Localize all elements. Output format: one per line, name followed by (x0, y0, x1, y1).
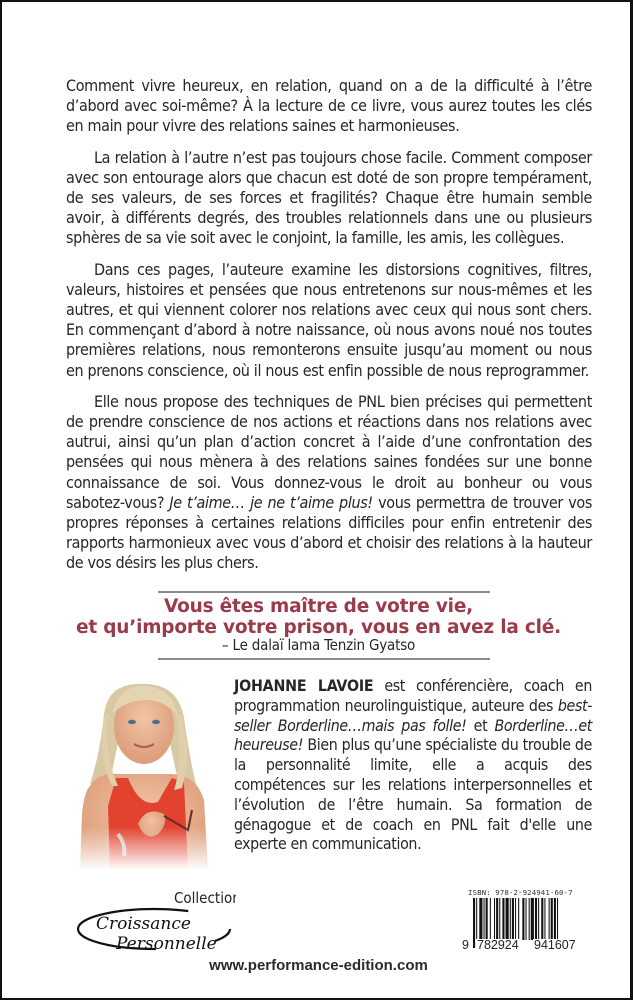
barcode-digits-group-1: 782924 (477, 938, 519, 952)
quote-attribution: – Le dalaï lama Tenzin Gyatso (221, 636, 416, 654)
collection-logo-graphic (66, 887, 236, 957)
author-portrait-illustration (68, 674, 218, 870)
barcode-bar (506, 898, 509, 940)
barcode-bar (529, 898, 530, 940)
synopsis-paragraph-4: Elle nous propose des techniques de PNL bien précises qui permettent de prendre conscience de nos actions et réactions dans nos relations avec autrui, ainsi qu’un plan d’action concret à l’aide d’une confrontation des pensées qui nous mènera à des relations saines fondées sur une bonne connaissance de soi. Vous donnez-vous le droit au bonheur ou vous sabotez-vous? Je t’aime… je ne t’aime plus! vous permettra de trouver vos propres réponses à certaines relations difficiles pour enfin entretenir des rapports harmonieux avec vous d’abord et choisir des relations à la hauteur de vos désirs les plus chers. (66, 391, 592, 573)
collection-name-line-1: Croissance (96, 914, 191, 934)
author-biography: JOHANNE LAVOIE est conférencière, coach en programmation neurolinguistique, auteure des best-seller Borderline…mais pas folle! et Borderline…et heureuse! Bien plus qu’une spécialiste du trouble de la personnalité limite, elle a acquis des compétences sur les relations interpersonnelles et l’évolution de l’être humain. Sa formation de génagogue et de coach en PNL fait d'elle une experte en communication. (234, 676, 592, 854)
quote-divider-top (158, 591, 490, 593)
isbn-label: ISBN: 978-2-924941-60-7 (468, 888, 573, 897)
barcode-bar (535, 898, 537, 940)
barcode-bar (512, 898, 514, 940)
publisher-website[interactable]: www.performance-edition.com (209, 957, 428, 974)
book-title-reference-1: best-seller Borderline…mais pas folle! (234, 695, 592, 735)
epigraph-quote (42, 596, 595, 638)
barcode-bar (526, 898, 527, 940)
barcode-digits-group-2: 941607 (534, 938, 576, 952)
quote-line-2: et qu’importe votre prison, vous en avez la clé. (76, 617, 561, 638)
barcode-bar (538, 898, 539, 940)
barcode-bar (494, 898, 495, 940)
barcode-bar (484, 898, 485, 940)
barcode-bar (499, 898, 500, 940)
synopsis-paragraph-1: Comment vivre heureux, en relation, quand on a de la difficulté à l’être d’abord avec soi-même? À la lecture de ce livre, vous aurez toutes les clés en main pour vivre des relations saines et harmonieuses. (66, 76, 592, 136)
collection-logo (66, 887, 236, 957)
synopsis (66, 76, 592, 585)
synopsis-paragraph-3: Dans ces pages, l’auteure examine les distorsions cognitives, filtres, valeurs, histoires et pensées que nous entretenons sur nous-mêmes et les autres, et qui viennent colorer nos relations avec ceux qui nous sont chers. En commençant d’abord à notre naissance, où nous avons noué nos toutes premières relations, nous remonterons ensuite jusqu’au moment ou nous en prenons conscience, où il nous est enfin possible de nous reprogrammer. (66, 259, 592, 380)
collection-name-line-2: Personnelle (116, 934, 217, 954)
synopsis-paragraph-2: La relation à l’autre n’est pas toujours chose facile. Comment composer avec son entourage alors que chacun est doté de son propre tempérament, de ses valeurs, de ses forces et fragilités? Chaque être humain semble avoir, à différents degrés, des troubles relationnels dans une ou plusieurs sphères de sa vie soit avec le conjoint, la famille, les amis, les collègues. (66, 147, 592, 248)
barcode-bar (486, 898, 488, 940)
quote-divider-bottom (158, 658, 490, 660)
barcode-bar (531, 898, 534, 940)
barcode-bar (502, 898, 504, 940)
barcode-bar (544, 898, 545, 940)
barcode-bar (496, 898, 498, 940)
barcode-bar (510, 898, 511, 940)
book-title-reference-2: Borderline…et heureuse! (234, 715, 592, 755)
barcode-bar (479, 898, 482, 940)
author-name: JOHANNE LAVOIE (234, 676, 374, 695)
barcode-bar (554, 898, 556, 940)
barcode-bar (551, 898, 553, 940)
author-photo (68, 674, 218, 870)
barcode-bar (490, 898, 491, 940)
barcode-bar (473, 898, 475, 948)
barcode-digit-first: 9 (462, 938, 469, 952)
collection-label: Collection (174, 889, 236, 907)
barcode-bar (549, 898, 550, 940)
quote-line-1: Vous êtes maître de votre vie, (163, 596, 473, 617)
barcode-bar (541, 898, 543, 940)
barcode-bar (522, 898, 524, 940)
book-title-inline: Je t’aime… je ne t’aime plus! (169, 492, 373, 512)
